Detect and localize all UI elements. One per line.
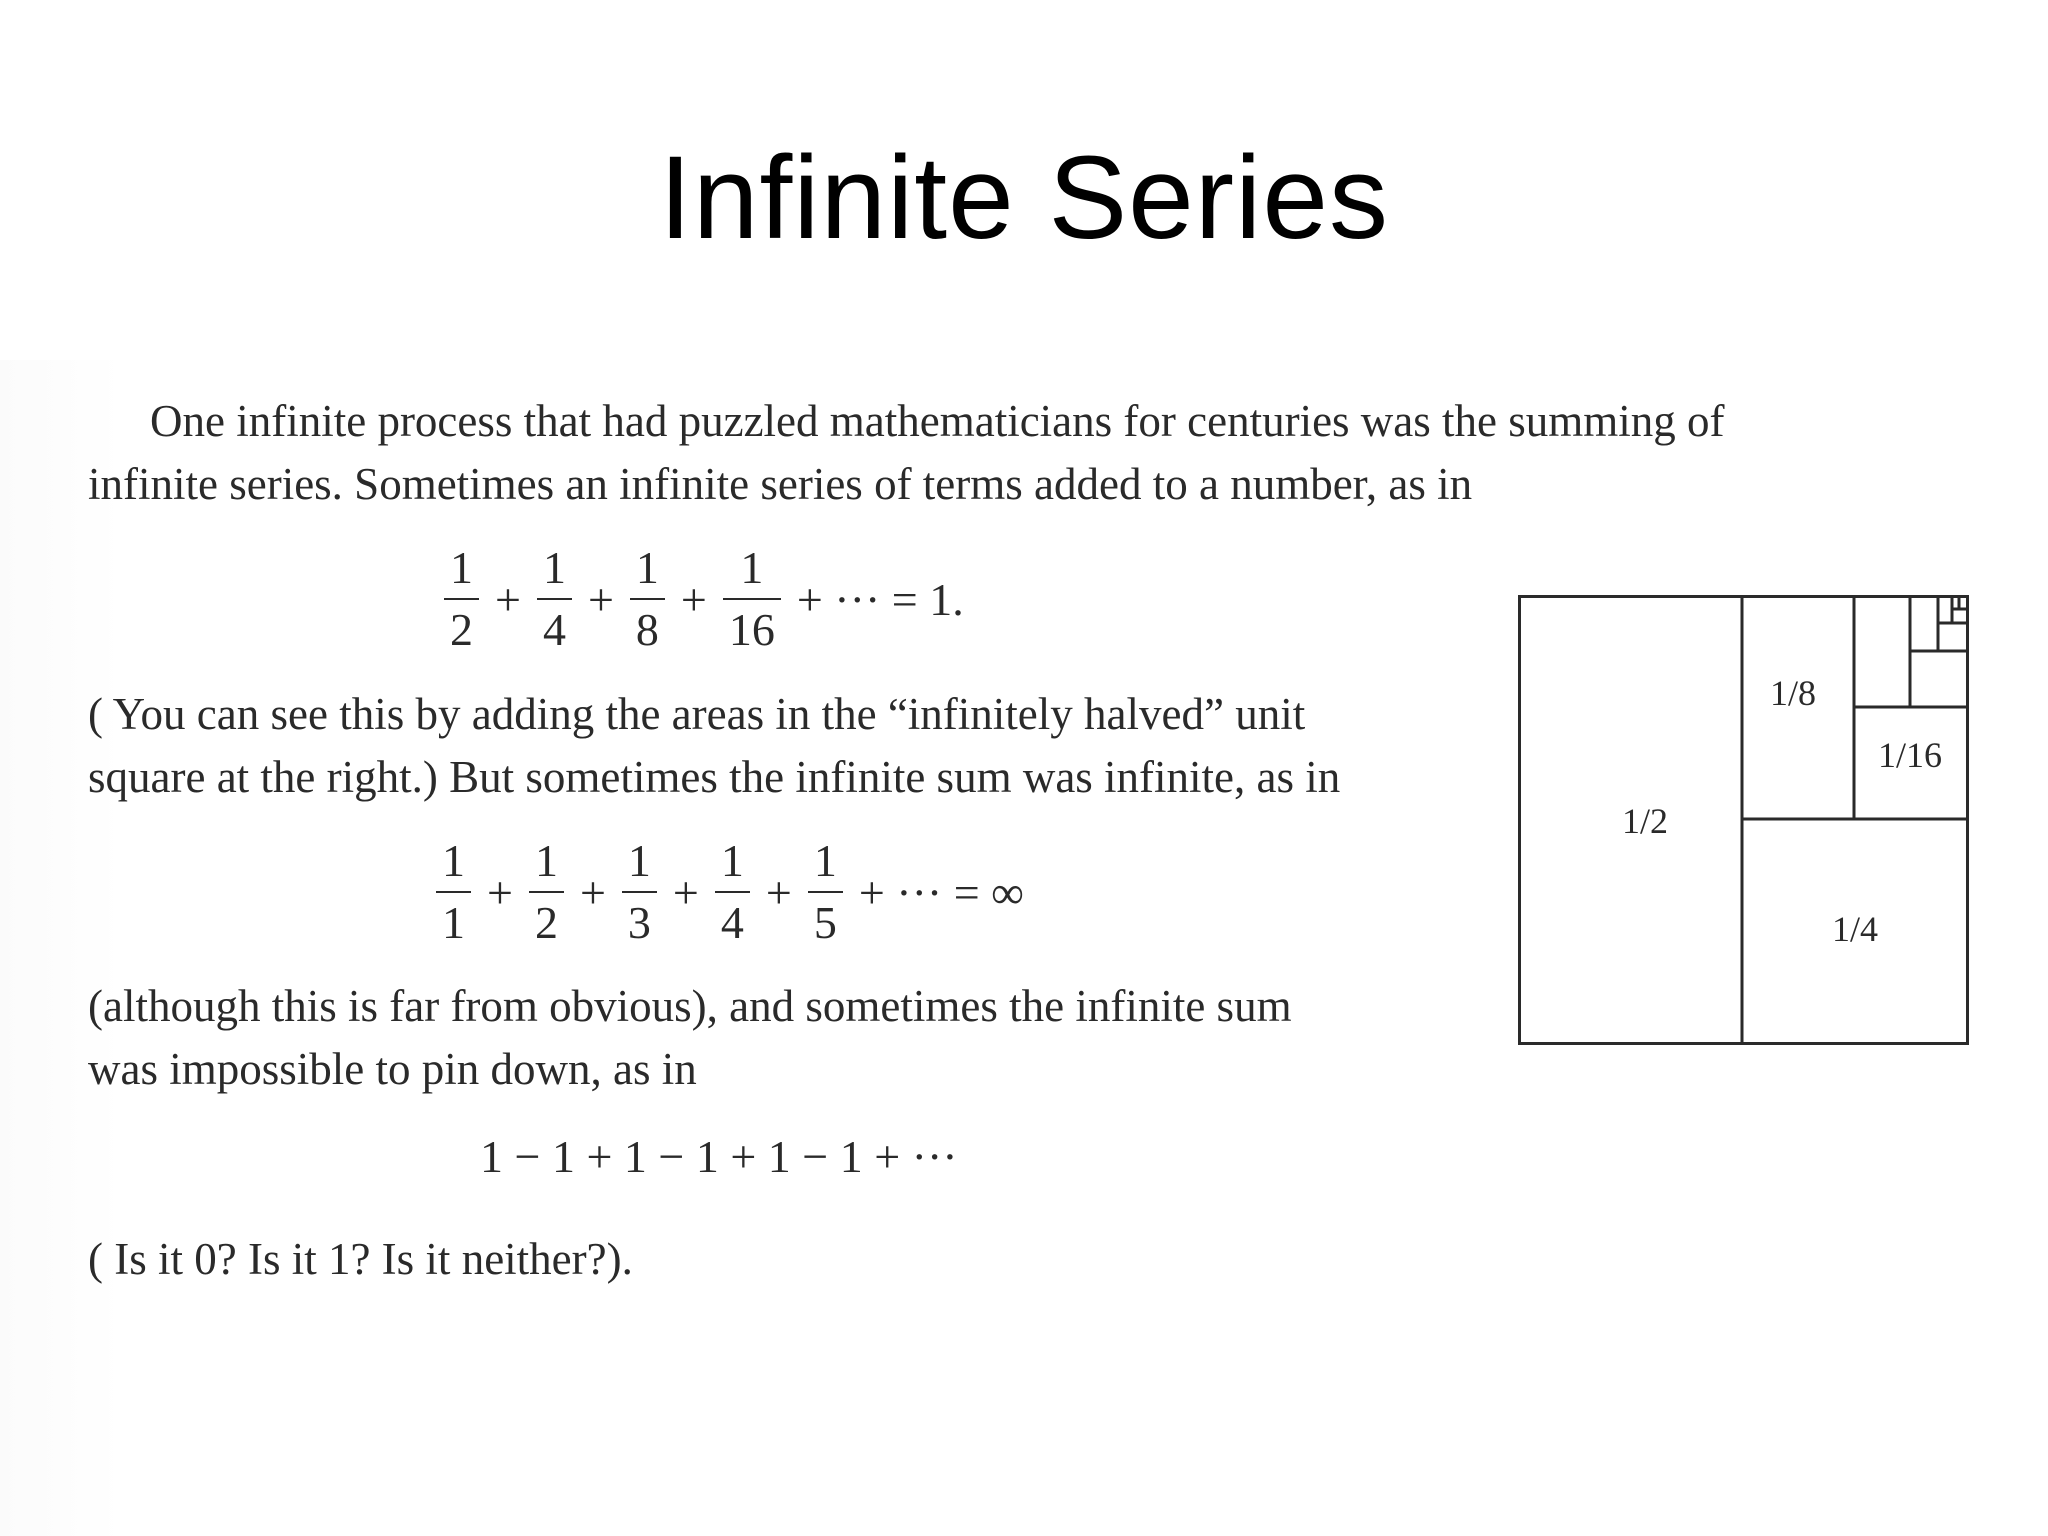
fraction: $\frac{1}{8}$ [630, 540, 665, 658]
label-quarter: 1/4 [1832, 909, 1879, 949]
paragraph-2-line-2: square at the right.) But sometimes the infinite sum was infinite, as in [88, 752, 1341, 802]
equation-tail: + ··· = ∞ [858, 866, 1024, 918]
fraction: $\frac{1}{16}$ [723, 540, 781, 658]
fraction: $\frac{1}{1}$ [436, 833, 471, 951]
label-half: 1/2 [1622, 801, 1669, 841]
label-eighth: 1/8 [1770, 673, 1817, 713]
paragraph-4: ( Is it 0? Is it 1? Is it neither?). [88, 1234, 633, 1284]
label-sixteenth: 1/16 [1878, 735, 1943, 775]
fraction: $\frac{1}{2}$ [444, 540, 479, 658]
paragraph-1-line-2: infinite series. Sometimes an infinite series of terms added to a number, as in [88, 459, 1473, 509]
slide-title: Infinite Series [659, 132, 1389, 264]
paragraph-3-line-1: (although this is far from obvious), and sometimes the infinite sum [88, 981, 1292, 1031]
unit-square-figure [1518, 595, 1972, 1047]
equation-tail: + ··· = 1. [796, 573, 964, 625]
fraction: $\frac{1}{5}$ [808, 833, 843, 951]
paragraph-1-line-1: One infinite process that had puzzled mathematicians for centuries was the summing of [150, 396, 1725, 446]
equation-harmonic-series: $\frac{1}{1}$ + $\frac{1}{2}$ + $\frac{1}{3}$ + $\frac{1}{4}$ + $\frac{1}{5}$ + ··· = ∞ [432, 833, 1036, 951]
equation-grandi-series: 1 − 1 + 1 − 1 + 1 − 1 + ··· [480, 1131, 958, 1182]
equation-geometric-series: $\frac{1}{2}$ + $\frac{1}{4}$ + $\frac{1}{8}$ + $\frac{1}{16}$ + ··· = 1. [440, 540, 976, 658]
fraction: $\frac{1}{3}$ [622, 833, 657, 951]
paragraph-3-line-2: was impossible to pin down, as in [88, 1044, 697, 1094]
paragraph-2-line-1: ( You can see this by adding the areas in the “infinitely halved” unit [88, 689, 1306, 739]
fraction: $\frac{1}{4}$ [715, 833, 750, 951]
fraction: $\frac{1}{4}$ [537, 540, 572, 658]
fraction: $\frac{1}{2}$ [529, 833, 564, 951]
